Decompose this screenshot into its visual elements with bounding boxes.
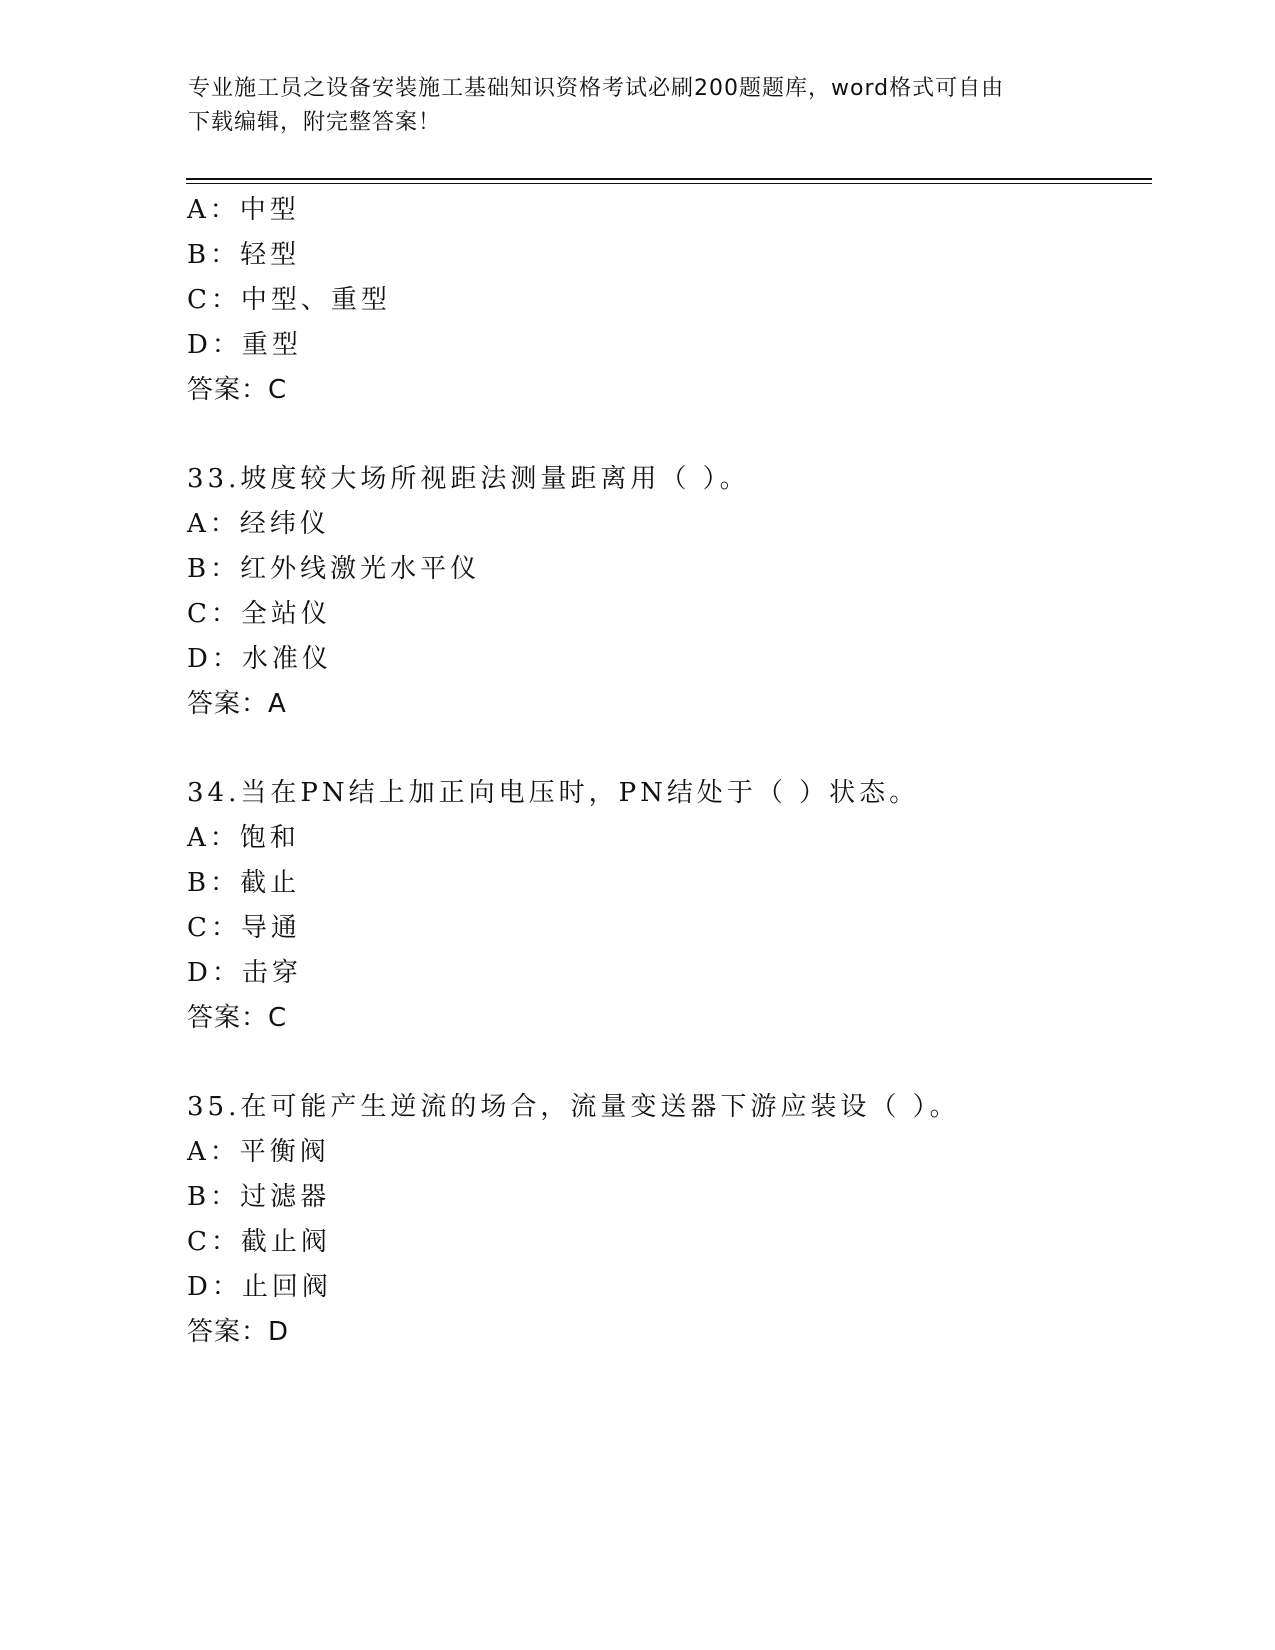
q34-option-b: B：截止: [187, 868, 301, 898]
q34-option-c: C：导通: [187, 913, 301, 943]
q32-option-b: B：轻型: [187, 240, 301, 270]
q35-option-d: D：止回阀: [187, 1272, 332, 1302]
q35-answer: 答案：D: [187, 1317, 290, 1347]
q32-option-c: C：中型、重型: [187, 285, 391, 315]
q34-question: 34.当在PN结上加正向电压时，PN结处于（ ）状态。: [187, 778, 920, 808]
q33-option-b: B：红外线激光水平仪: [187, 554, 481, 584]
q33-option-a: A：经纬仪: [187, 509, 330, 539]
q34-option-d: D：击穿: [187, 958, 302, 988]
title-line-2: 下载编辑，附完整答案！: [188, 110, 442, 135]
q32-answer: 答案：C: [187, 375, 288, 405]
q33-option-c: C：全站仪: [187, 599, 331, 629]
header-divider-top: [186, 178, 1152, 180]
header-divider-bottom: [186, 183, 1152, 184]
q33-option-d: D：水准仪: [187, 644, 332, 674]
q35-option-a: A：平衡阀: [187, 1137, 330, 1167]
q33-question: 33.坡度较大场所视距法测量距离用（ ）。: [187, 464, 750, 494]
q34-answer: 答案：C: [187, 1003, 288, 1033]
q32-option-d: D：重型: [187, 330, 302, 360]
q35-option-b: B：过滤器: [187, 1182, 331, 1212]
q33-answer: 答案：A: [187, 689, 287, 719]
document-title: [188, 72, 1088, 140]
q32-option-a: A：中型: [187, 195, 300, 225]
q35-option-c: C：截止阀: [187, 1227, 331, 1257]
q35-question: 35.在可能产生逆流的场合，流量变送器下游应装设（ ）。: [187, 1092, 960, 1122]
q34-option-a: A：饱和: [187, 823, 300, 853]
title-line-1: 专业施工员之设备安装施工基础知识资格考试必刷200题题库，word格式可自由: [188, 76, 1005, 101]
